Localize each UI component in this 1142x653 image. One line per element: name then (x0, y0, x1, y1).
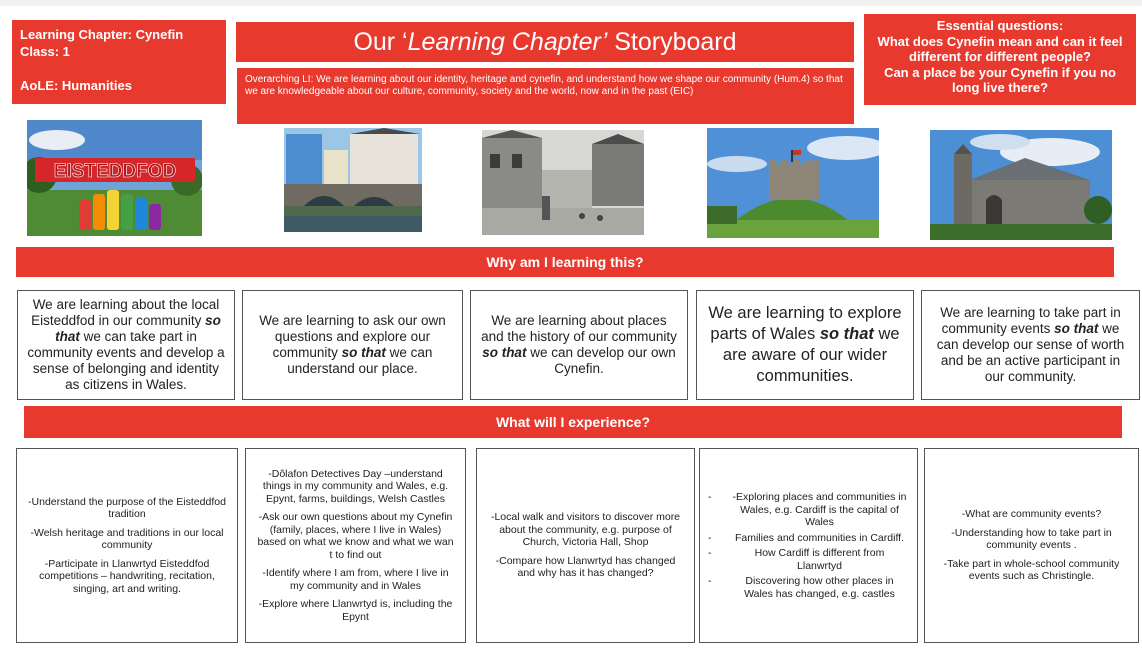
why-box-1 (17, 290, 235, 400)
why-text: we can develop our sense of worth and be an active participant in our community. (936, 321, 1125, 384)
experience-item: -Dôlafon Detectives Day –understand things in my community and Wales, e.g. Epynt, farms, buildings, Welsh Castles (262, 467, 449, 505)
page-title (236, 22, 854, 62)
experience-box-5 (924, 448, 1139, 643)
experience-item: -Local walk and visitors to discover more about the community, e.g. purpose of Church, Victoria Hall, Shop (490, 511, 681, 549)
experience-item: -Explore where Llanwrtyd is, including the Epynt (258, 598, 453, 623)
essential-heading: Essential questions: (936, 18, 1064, 33)
why-box-2 (242, 290, 463, 400)
experience-box-4 (699, 448, 918, 643)
why-text: We are learning to ask our own questions and explore our community (259, 313, 446, 360)
bridge-town-image (284, 128, 422, 232)
experience-item: -Ask our own questions about my Cynefin (family, places, where I live in Wales) based on what we know and what we wan t to find out (257, 511, 454, 561)
overarching-li: Overarching LI: We are learning about our identity, heritage and cynefin, and understand how we shape our community (Hum.4) so that we are knowledgeable about our culture, community, society and the world, now and in the past (EIC) (237, 68, 854, 124)
so-that-emphasis: so that (55, 313, 221, 344)
experience-box-1 (16, 448, 238, 643)
why-text: we can develop our own Cynefin. (526, 345, 676, 376)
essential-question-1: What does Cynefin mean and can it feel different for different people? (877, 33, 1123, 64)
experience-item: - -Exploring places and communities in Wales, e.g. Cardiff is the capital of Wales (722, 491, 907, 529)
so-that-emphasis: so that (819, 325, 874, 343)
church-image (930, 130, 1112, 240)
so-that-emphasis: so that (341, 345, 386, 360)
why-text: We are learning to explore parts of Wales (708, 304, 902, 343)
experience-item: -Understand the purpose of the Eisteddfod tradition (28, 495, 226, 521)
title-part-1: Our ‘ (353, 28, 408, 56)
aole-label: AoLE: Humanities (20, 78, 132, 93)
why-box-5 (921, 290, 1140, 400)
experience-list (722, 488, 907, 603)
eisteddfod-sign-text: EISTEDDFOD (53, 161, 177, 182)
so-that-emphasis: so that (482, 345, 527, 360)
experience-item: - How Cardiff is different from Llanwrtyd (722, 547, 907, 572)
experience-item: -Participate in Llanwrtyd Eisteddfod competitions – handwriting, recitation, singing, art and writing. (39, 557, 215, 595)
chapter-label: Learning Chapter: Cynefin (20, 27, 184, 42)
why-text: we are aware of our wider communities. (722, 325, 900, 385)
why-banner: Why am I learning this? (16, 247, 1114, 277)
title-part-3: Storyboard (607, 28, 737, 56)
why-text: We are learning about places and the history of our community (481, 313, 677, 344)
essential-question-2: Can a place be your Cynefin if you no long live there? (884, 64, 1116, 95)
why-box-3 (470, 290, 688, 400)
why-box-4 (696, 290, 914, 400)
experience-box-2 (245, 448, 466, 643)
essential-questions-box (864, 14, 1136, 105)
why-text: We are learning about the local Eisteddfod in our community (31, 297, 220, 328)
top-strip (0, 0, 1142, 6)
experience-item: -Take part in whole-school community events such as Christingle. (943, 557, 1120, 583)
experience-banner: What will I experience? (24, 406, 1122, 438)
why-text: We are learning to take part in community events (940, 305, 1121, 336)
why-text: we can understand our place. (287, 345, 433, 376)
eisteddfod-image (27, 120, 202, 236)
experience-item: -Compare how Llanwrtyd has changed and why has it has changed? (495, 554, 676, 580)
experience-item: -What are community events? (961, 508, 1102, 521)
experience-item: -Identify where I am from, where I live in my community and in Wales (262, 567, 449, 592)
class-label: Class: 1 (20, 44, 70, 59)
experience-item: - Families and communities in Cardiff. (722, 532, 907, 545)
title-part-2: Learning Chapter’ (407, 28, 608, 56)
experience-box-3 (476, 448, 695, 643)
historic-street-image (482, 130, 644, 235)
so-that-emphasis: so that (1054, 321, 1099, 336)
experience-item: - Discovering how other places in Wales has changed, e.g. castles (722, 575, 907, 600)
why-text: we can take part in community events and develop a sense of belonging and identity as citizens in Wales. (27, 329, 225, 392)
experience-item: -Understanding how to take part in community events . (951, 526, 1112, 552)
experience-item: -Welsh heritage and traditions in our local community (30, 526, 224, 552)
chapter-info-box (12, 20, 226, 104)
cardiff-castle-image (707, 128, 879, 238)
